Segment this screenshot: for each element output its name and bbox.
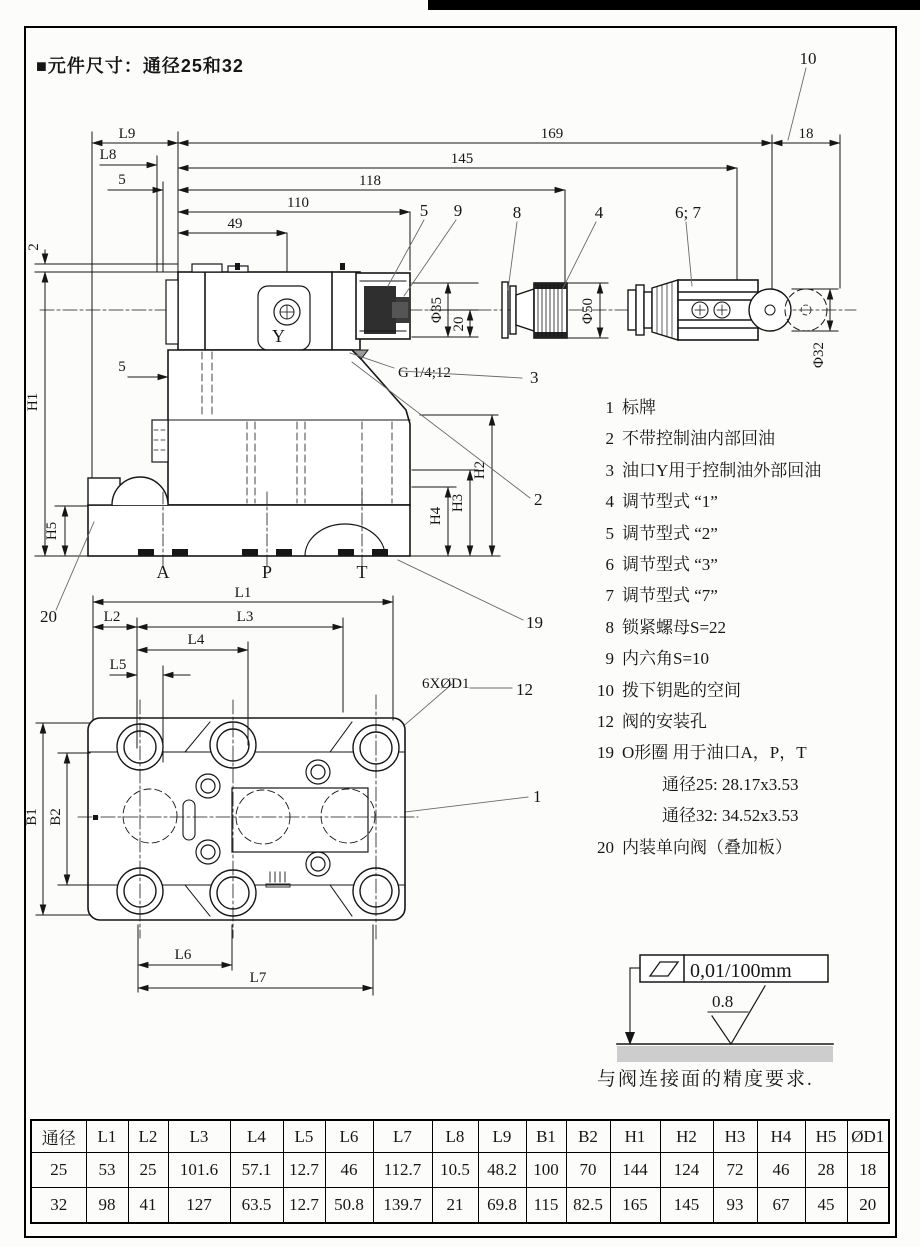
legend-item: [588, 737, 908, 768]
table-cell: 139.7: [373, 1188, 432, 1224]
table-header-cell: L7: [373, 1120, 432, 1153]
table-cell: 93: [713, 1188, 757, 1224]
table-cell: 41: [128, 1188, 168, 1224]
dim-label-b1: B1: [24, 808, 40, 826]
legend-item: [588, 612, 908, 643]
legend-item: [588, 675, 908, 706]
dim-label-18: 18: [798, 126, 814, 142]
table-cell: 32: [31, 1188, 86, 1224]
callout-19: 19: [526, 613, 543, 632]
legend-item-text: 调节型式 “7”: [622, 586, 718, 606]
table-header-cell: B2: [566, 1120, 610, 1153]
surface-finish-detail: [617, 955, 833, 1062]
legend-item: [588, 518, 908, 549]
table-cell: 144: [610, 1153, 660, 1188]
table-cell: 45: [805, 1188, 847, 1224]
table-cell: 165: [610, 1188, 660, 1224]
legend-item-number: 10: [597, 680, 614, 700]
table-cell: 53: [86, 1153, 128, 1188]
legend-item: [588, 580, 908, 611]
dim-label-49: 49: [227, 216, 243, 232]
dim-label-169: 169: [540, 126, 564, 142]
callout-12: 12: [516, 680, 533, 699]
table-header-cell: L6: [325, 1120, 373, 1153]
dim-label-phi35: Φ35: [429, 297, 445, 323]
table-header-cell: L4: [230, 1120, 283, 1153]
dim-label-h5: H5: [44, 521, 60, 541]
legend-item: [588, 706, 908, 737]
legend-item: [588, 832, 908, 863]
callout-10: 10: [799, 49, 817, 68]
table-row: [31, 1153, 889, 1188]
table-header-cell: H4: [757, 1120, 805, 1153]
dim-label-phi50: Φ50: [580, 298, 596, 324]
table-cell: 18: [847, 1153, 889, 1188]
table-cell: 100: [526, 1153, 566, 1188]
dim-label-l3: L3: [236, 609, 254, 625]
dim-label-phi32: Φ32: [811, 342, 827, 368]
dimension-table: [30, 1119, 890, 1224]
table-cell: 57.1: [230, 1153, 283, 1188]
callout-2: 2: [534, 490, 543, 509]
table-header-cell: 通径: [31, 1120, 86, 1153]
table-header-cell: H3: [713, 1120, 757, 1153]
table-header-cell: H5: [805, 1120, 847, 1153]
table-cell: 50.8: [325, 1188, 373, 1224]
table-cell: 48.2: [478, 1153, 526, 1188]
dim-label-l9: L9: [118, 126, 136, 142]
legend-item: [588, 392, 908, 423]
table-cell: 127: [168, 1188, 230, 1224]
dim-label-l2: L2: [103, 609, 121, 625]
table-header-cell: H1: [610, 1120, 660, 1153]
legend-item: [588, 800, 908, 831]
callout-8: 8: [512, 203, 522, 222]
dim-label-l1: L1: [234, 585, 252, 601]
callout-6-7: 6; 7: [675, 203, 701, 222]
port-label-a: A: [156, 562, 170, 582]
legend-item-number: [588, 769, 614, 800]
callout-9: 9: [453, 201, 463, 220]
legend-item-number: 8: [605, 617, 614, 637]
table-cell: 115: [526, 1188, 566, 1224]
legend-item-text: 阀的安装孔: [622, 712, 707, 732]
legend-item-text: 调节型式 “2”: [622, 523, 718, 543]
table-cell: 82.5: [566, 1188, 610, 1224]
legend-item-number: 19: [597, 743, 614, 763]
legend-item-text: O形圈 用于油口A，P，T: [622, 743, 807, 763]
callout-4: 4: [594, 203, 604, 222]
legend-item-number: [588, 800, 614, 831]
dim-label-l6: L6: [174, 947, 192, 963]
dim-label-110: 110: [287, 195, 309, 211]
dim-label-l4: L4: [187, 632, 205, 648]
table-cell: 69.8: [478, 1188, 526, 1224]
dim-label-h1: H1: [25, 392, 41, 412]
leader-arrow: [625, 1032, 635, 1045]
legend-item: [588, 769, 908, 800]
dim-label-5-side: 5: [118, 359, 126, 375]
legend-item-text: 拨下钥匙的空间: [622, 680, 741, 700]
table-cell: 46: [325, 1153, 373, 1188]
table-header-cell: L9: [478, 1120, 526, 1153]
legend-list: [588, 392, 908, 863]
table-header-cell: L2: [128, 1120, 168, 1153]
port-label-p: P: [261, 562, 273, 582]
dimension-table-wrap: [30, 1119, 890, 1224]
table-header-cell: L3: [168, 1120, 230, 1153]
legend-item-text: 锁紧螺母S=22: [622, 617, 727, 637]
dim-label-h3: H3: [450, 493, 466, 513]
dim-label-l8: L8: [99, 147, 117, 163]
spare-adjuster-type1: [502, 282, 567, 338]
legend-item-number: 4: [605, 492, 614, 512]
table-cell: 12.7: [283, 1153, 325, 1188]
table-cell: 101.6: [168, 1153, 230, 1188]
callout-20: 20: [40, 607, 57, 626]
table-cell: 72: [713, 1153, 757, 1188]
dim-label-mounting-holes: 6XØD1: [422, 676, 470, 692]
legend-item-text: 通径32: 34.52x3.53: [662, 806, 799, 826]
table-cell: 124: [660, 1153, 713, 1188]
table-cell: 25: [128, 1153, 168, 1188]
dim-label-h4: H4: [428, 506, 444, 526]
table-cell: 70: [566, 1153, 610, 1188]
table-cell: 28: [805, 1153, 847, 1188]
dim-label-2: 2: [26, 243, 42, 251]
callout-3: 3: [530, 368, 539, 387]
port-label-t: T: [356, 562, 368, 582]
legend-item: [588, 643, 908, 674]
table-cell: 63.5: [230, 1188, 283, 1224]
table-header-cell: L1: [86, 1120, 128, 1153]
legend-item-number: 1: [605, 398, 614, 417]
page-title: ■元件尺寸：通径25和32: [36, 56, 244, 76]
table-cell: 20: [847, 1188, 889, 1224]
legend-item-text: 油口Y用于控制油外部回油: [622, 460, 822, 480]
legend-item-number: 3: [605, 460, 614, 480]
legend-item-text: 标牌: [622, 398, 656, 417]
legend-item: [588, 549, 908, 580]
table-cell: 10.5: [432, 1153, 478, 1188]
roughness-value: 0.8: [712, 992, 734, 1011]
table-cell: 21: [432, 1188, 478, 1224]
legend-item-number: 12: [597, 712, 614, 732]
dim-label-g14: G 1/4;12: [398, 365, 451, 381]
callout-1: 1: [533, 787, 542, 806]
port-label-y: Y: [272, 326, 285, 346]
table-cell: 145: [660, 1188, 713, 1224]
table-cell: 46: [757, 1153, 805, 1188]
table-header-cell: L5: [283, 1120, 325, 1153]
dim-label-5-top: 5: [118, 172, 126, 188]
legend-item-number: 2: [605, 429, 614, 449]
flatness-value: 0,01/100mm: [690, 960, 792, 982]
dim-label-20: 20: [451, 316, 467, 332]
dim-label-l7: L7: [249, 970, 267, 986]
table-row: [31, 1188, 889, 1224]
table-cell: 12.7: [283, 1188, 325, 1224]
table-header-cell: L8: [432, 1120, 478, 1153]
table-cell: 112.7: [373, 1153, 432, 1188]
legend-item-text: 内六角S=10: [622, 649, 710, 669]
legend-item-text: 调节型式 “3”: [622, 555, 718, 575]
legend-item-number: 6: [605, 555, 614, 575]
table-header-cell: B1: [526, 1120, 566, 1153]
legend-item: [588, 423, 908, 454]
table-cell: 67: [757, 1188, 805, 1224]
dim-label-b2: B2: [48, 808, 64, 826]
legend-item-number: 5: [605, 523, 614, 543]
legend-item-text: 内装单向阀（叠加板）: [622, 837, 792, 857]
legend-item-number: 9: [605, 649, 614, 669]
legend-item-text: 不带控制油内部回油: [622, 429, 775, 449]
table-header-cell: ØD1: [847, 1120, 889, 1153]
legend-item-number: 7: [605, 586, 614, 606]
callout-5: 5: [419, 201, 429, 220]
legend-item-text: 调节型式 “1”: [622, 492, 718, 512]
table-header-cell: H2: [660, 1120, 713, 1153]
dim-label-118: 118: [359, 173, 381, 189]
legend-item-number: 20: [597, 837, 614, 857]
surface-finish-caption: 与阀连接面的精度要求.: [597, 1069, 814, 1090]
dim-label-h2: H2: [472, 460, 488, 480]
table-cell: 25: [31, 1153, 86, 1188]
dim-label-145: 145: [450, 151, 474, 167]
dim-label-l5: L5: [109, 657, 127, 673]
table-cell: 98: [86, 1188, 128, 1224]
legend-item: [588, 455, 908, 486]
legend-item-text: 通径25: 28.17x3.53: [662, 774, 799, 794]
legend-item: [588, 486, 908, 517]
